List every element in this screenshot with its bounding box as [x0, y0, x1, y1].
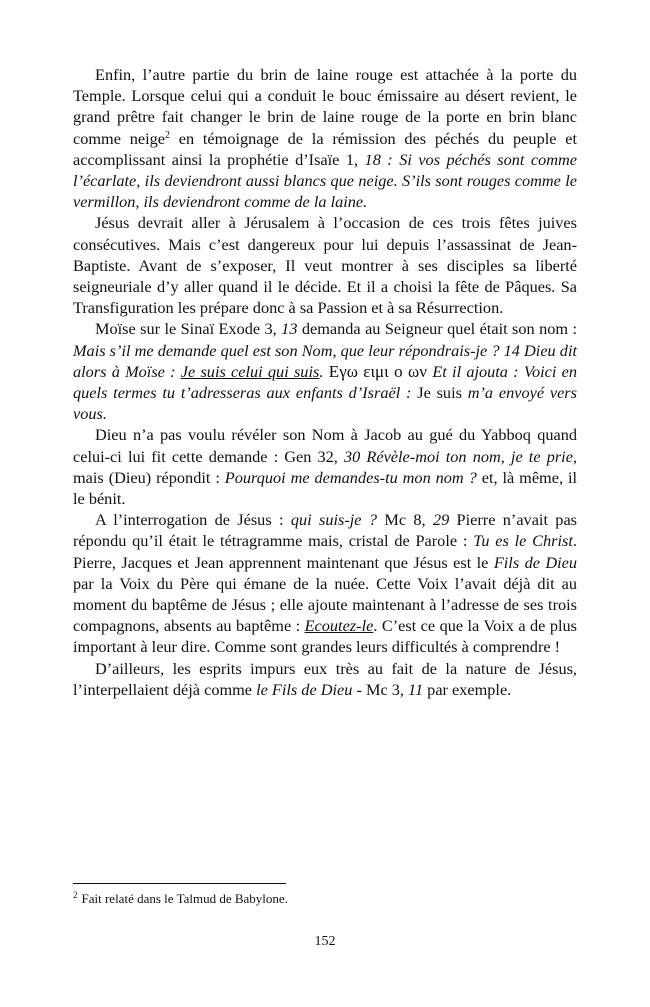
text-run: Pierre n’avait pas répondu qu’il était le tétragramme mais, cristal de Parole : — [73, 510, 578, 551]
text-run: Mc 8, — [377, 510, 433, 530]
underlined-quotation: Ecoutez-le — [304, 616, 374, 636]
underlined-quotation: Je suis celui qui suis — [180, 361, 320, 381]
text-run: Je suis — [411, 383, 468, 403]
text-run: D’ailleurs, les esprits impurs eux très au fait de la nature de Jésus, l’interpellaient déjà comme — [73, 658, 577, 699]
italic-text: 30 Révèle-moi ton nom, je te prie — [344, 446, 573, 466]
italic-text: 29 — [432, 510, 450, 530]
italic-text: qui suis-je ? — [290, 510, 377, 530]
text-run: par exemple. — [423, 679, 512, 699]
italic-text: m’a envoyé vers vous. — [73, 383, 577, 424]
text-run: . C’est ce que la Voix a de plus important à leur dire. Comme sont grandes leurs difficultés à comprendre ! — [73, 616, 577, 657]
paragraph — [73, 318, 577, 424]
text-run: demanda au Seigneur quel était son nom : — [297, 319, 577, 339]
italic-text: 11 — [408, 679, 424, 699]
text-run: et, là même, il le bénit. — [73, 467, 578, 509]
text-run: - Mc 3, — [352, 679, 409, 699]
page-body — [73, 64, 577, 700]
text-run: Enfin, l’autre partie du brin de laine rouge est attachée à la porte du Temple. Lorsque celui qui a conduit le bouc émissaire au désert revient, le grand prêtre fait changer le brin de laine rouge de la porte en brin blanc comme neige — [73, 65, 577, 148]
italic-text: Fils de Dieu — [493, 552, 578, 572]
text-run: A l’interrogation de Jésus : — [95, 510, 291, 530]
italic-text: Mais s’il me demande quel est son Nom, que leur répondrais-je ? 14 Dieu dit alors à Moïse : — [73, 340, 577, 381]
paragraph — [73, 658, 577, 700]
italic-text: 18 : Si vos péchés sont comme l’écarlate, ils deviendront aussi blancs que neige. S’ils sont rouges comme le vermillon, ils deviendront comme de la laine. — [73, 149, 577, 212]
footnote-reference: 2 — [164, 129, 170, 141]
text-run: par la Voix du Père qui émane de la nuée. Cette Voix l’avait déjà dit au moment du baptême de Jésus ; elle ajoute maintenant à l’adresse de ses trois compagnons, absents au baptême : — [73, 573, 577, 636]
italic-text: Tu es le Christ — [473, 531, 573, 551]
italic-text: 13 — [281, 319, 298, 339]
footnote-text: Fait relaté dans le Talmud de Babylone. — [81, 891, 288, 906]
text-run: en témoignage de la rémission des péchés du peuple et accomplissant ainsi la prophétie d’Isaïe 1, — [73, 128, 577, 169]
greek-text: Εγω ειμι ο ων — [323, 361, 433, 381]
text-run: Dieu n’a pas voulu révéler son Nom à Jacob au gué du Yabboq quand celui-ci lui fit cette demande : Gen 32, — [73, 425, 577, 466]
italic-text: le Fils de Dieu — [256, 679, 353, 699]
text-run: . Pierre, Jacques et Jean apprennent maintenant que Jésus est le — [73, 531, 577, 572]
paragraph — [73, 424, 577, 509]
footnote — [73, 891, 288, 907]
paragraph — [73, 509, 577, 657]
page-number: 152 — [314, 934, 336, 949]
italic-text: . — [319, 361, 324, 381]
italic-text: Pourquoi me demandes-tu mon nom ? — [224, 467, 477, 487]
footnote-separator — [73, 883, 286, 884]
text-run: Moïse sur le Sinaï Exode 3, — [95, 319, 282, 339]
italic-text: Et il ajouta : Voici en quels termes tu t’adresseras aux enfants d’Israël : — [73, 361, 577, 403]
footnote-marker: 2 — [73, 890, 78, 900]
text-run: Jésus devrait aller à Jérusalem à l’occasion de ces trois fêtes juives consécutives. Mais c’est dangereux pour lui depuis l’assassinat de Jean-Baptiste. Avant de s’exposer, Il veut montrer à ses disciples sa liberté seigneuriale d’y aller quand il le décide. Et il a choisi la fête de Pâques. Sa Transfiguration les prépare donc à sa Passion et à sa Résurrection. — [73, 213, 577, 318]
text-run: , mais (Dieu) répondit : — [73, 446, 577, 487]
paragraph — [73, 212, 577, 318]
paragraph — [73, 64, 577, 212]
